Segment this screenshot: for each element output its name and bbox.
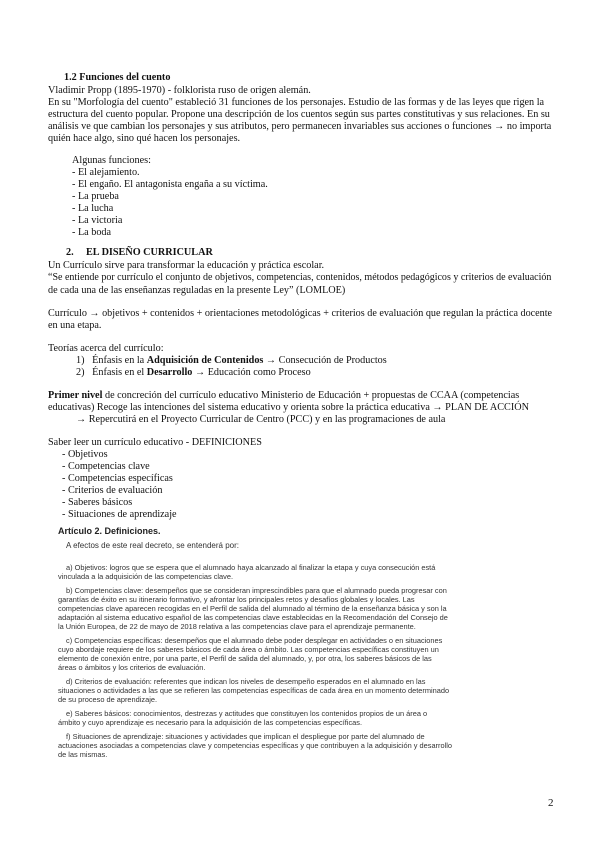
paragraph-line: quién hace algo, sino qué hacen los personajes. <box>48 133 241 144</box>
definition-item: - Situaciones de aprendizaje <box>62 509 177 520</box>
article-line: situaciones o actividades a las que se refieren las competencias específicas de cada área en un momento determinado <box>58 686 450 695</box>
theory-bold: Adquisición de Contenidos <box>146 355 264 366</box>
function-item: - La prueba <box>72 191 119 202</box>
article-line: elemento de conexión entre, por una parte, el Perfil de salida del alumnado, y, por otra, los saberes básicos de las <box>58 654 432 663</box>
article-line: f) Situaciones de aprendizaje: situaciones y actividades que implican el despliegue por parte del alumnado de <box>66 732 425 741</box>
theory-pre: Énfasis en el <box>92 367 147 378</box>
article-line: de las mismas. <box>58 750 108 759</box>
theory-number: 1) <box>76 355 85 366</box>
article-line: vinculada a la adquisición de las competencias clave. <box>58 572 234 581</box>
paragraph-line: análisis ve que cambian los personajes y sus atributos, pero permanecen invariables sus acciones o funciones → no importa <box>48 121 552 132</box>
function-item: - La lucha <box>72 203 114 214</box>
primer-nivel-rest: de concreción del currículo educativo Ministerio de Educación + propuestas de CCAA (competencias <box>102 390 520 401</box>
theory-item-1 <box>76 355 387 367</box>
article-line: actuaciones asociadas a competencias clave y competencias específicas y que contribuyen a la adquisición y desarrollo <box>58 741 452 750</box>
primer-nivel-line-3: → Repercutirá en el Proyecto Curricular de Centro (PCC) y en las programaciones de aula <box>76 414 446 425</box>
theory-number: 2) <box>76 367 85 378</box>
function-item: - La victoria <box>72 215 123 226</box>
function-item: - El engaño. El antagonista engaña a su víctima. <box>72 179 268 190</box>
article-line: áreas o ámbitos y los criterios de evaluación. <box>58 663 206 672</box>
primer-nivel-line <box>48 390 519 402</box>
section-heading-1-2: 1.2 Funciones del cuento <box>64 72 171 83</box>
definition-item: - Competencias clave <box>62 461 150 472</box>
article-line: competencias clave aparecen recogidas en el Perfil de salida del alumnado al término de la enseñanza básica y son la <box>58 604 447 613</box>
paragraph-line: En su "Morfología del cuento" estableció 31 funciones de los personajes. Estudio de las formas y de las leyes que rigen la <box>48 97 545 108</box>
theory-bold: Desarrollo <box>146 367 193 378</box>
theories-intro: Teorías acerca del currículo: <box>48 343 164 354</box>
theory-post: → Educación como Proceso <box>192 367 311 378</box>
quote-line: de cada una de las enseñanzas reguladas en la presente Ley” (LOMLOE) <box>48 285 346 296</box>
theory-post: → Consecución de Productos <box>263 355 387 366</box>
article-definitions-image <box>48 527 568 774</box>
saber-leer-heading: Saber leer un currículo educativo - DEFINICIONES <box>48 437 262 448</box>
article-line: garantías de éxito en su itinerario formativo, y afrontar los principales retos y desafíos globales y locales. Las <box>58 595 415 604</box>
definition-item: - Saberes básicos <box>62 497 133 508</box>
formula-line: en una etapa. <box>48 320 102 331</box>
theory-item-2 <box>76 367 311 379</box>
function-item: - La boda <box>72 227 112 238</box>
page-number: 2 <box>548 797 554 809</box>
theory-pre: Énfasis en la <box>92 355 147 366</box>
definition-item: - Objetivos <box>62 449 108 460</box>
article-line: b) Competencias clave: desempeños que se consideran imprescindibles para que el alumnado pueda progresar con <box>66 586 447 595</box>
formula-line: Currículo → objetivos + contenidos + orientaciones metodológicas + criterios de evaluación que regulan la práctica docente <box>48 308 553 319</box>
functions-intro: Algunas funciones: <box>72 155 151 166</box>
article-line: e) Saberes básicos: conocimientos, destrezas y actitudes que constituyen los contenidos propios de un área o <box>66 709 428 718</box>
article-lead: A efectos de este real decreto, se entenderá por: <box>66 541 239 550</box>
author-line: Vladimir Propp (1895-1970) - folklorista ruso de origen alemán. <box>48 85 311 96</box>
article-line: ámbito y cuyo aprendizaje es necesario para la adquisición de las competencias específicas. <box>58 718 363 727</box>
article-line: la Unión Europea, de 22 de mayo de 2018 relativa a las competencias clave para el aprendizaje permanente. <box>58 622 416 631</box>
definition-item: - Competencias específicas <box>62 473 173 484</box>
paragraph-line: estructura del cuento popular. Propone una descripción de los cuentos según sus partes constitutivas y sus relaciones. En su <box>48 109 550 120</box>
article-line: de su proceso de aprendizaje. <box>58 695 158 704</box>
article-title: Artículo 2. Definiciones. <box>58 526 161 536</box>
definition-item: - Criterios de evaluación <box>62 485 163 496</box>
section-number-2: 2. <box>66 247 74 258</box>
article-line: a) Objetivos: logros que se espera que el alumnado haya alcanzado al finalizar la etapa y cuya consecución está <box>66 563 436 572</box>
article-line: adaptación al sistema educativo español de las competencias clave establecidas en la Recomendación del Consejo de <box>58 613 448 622</box>
function-item: - El alejamiento. <box>72 167 140 178</box>
article-line: c) Competencias específicas: desempeños que el alumnado debe poder desplegar en actividades o en situaciones <box>66 636 443 645</box>
section-heading-2: EL DISEÑO CURRICULAR <box>86 247 213 258</box>
quote-line: “Se entiende por currículo el conjunto de objetivos, competencias, contenidos, métodos pedagógicos y criterios de evaluación <box>48 272 552 283</box>
primer-nivel-bold: Primer nivel <box>48 390 103 401</box>
curriculum-intro: Un Currículo sirve para transformar la educación y práctica escolar. <box>48 260 325 271</box>
primer-nivel-line-2: educativas) Recoge las intenciones del sistema educativo y orienta sobre la práctica educativa → PLAN DE ACCIÓN <box>48 402 529 413</box>
article-line: d) Criterios de evaluación: referentes que indican los niveles de desempeño esperados en el alumnado en las <box>66 677 426 686</box>
article-line: cuyo abordaje requiere de los saberes básicos de cada área o ámbito. Las competencias específicas constituyen un <box>58 645 439 654</box>
